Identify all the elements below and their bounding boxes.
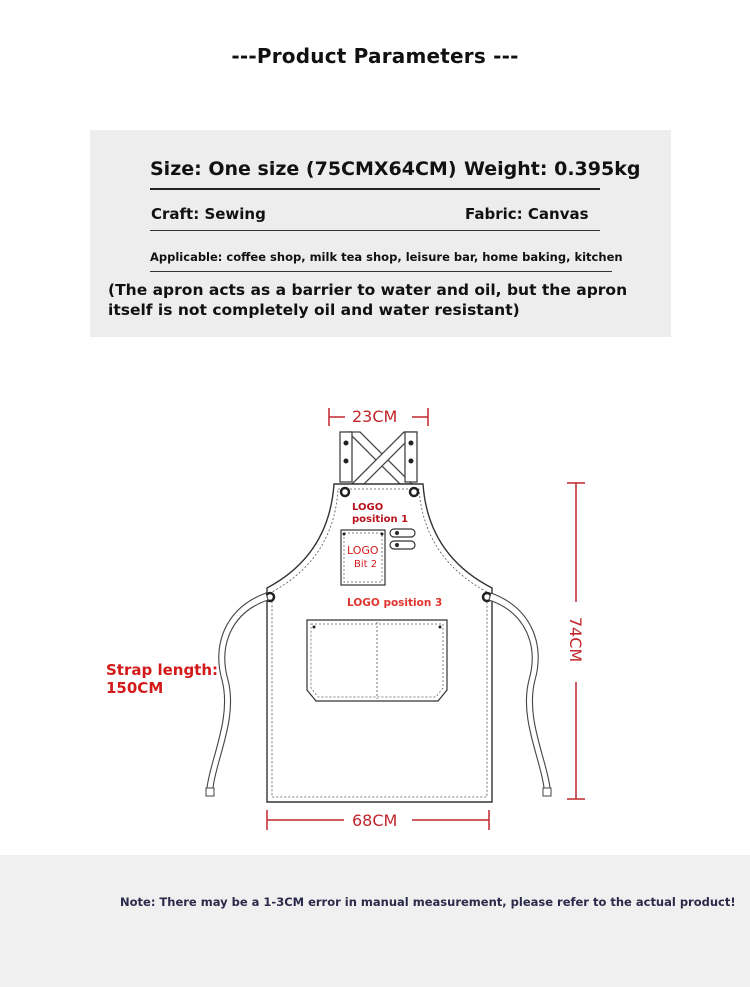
logo-position-1-line2: position 1 — [352, 514, 409, 525]
height-label: 74CM — [566, 616, 586, 663]
neck-straps — [340, 432, 417, 484]
bottom-width-label: 68CM — [352, 811, 398, 830]
front-pocket — [307, 620, 447, 701]
applicable-spec: Applicable: coffee shop, milk tea shop, leisure bar, home baking, kitchen — [150, 250, 623, 264]
logo-position-1-line1: LOGO — [352, 502, 384, 513]
divider — [150, 271, 612, 272]
measurement-note: Note: There may be a 1-3CM error in manual measurement, please refer to the actual product! — [120, 895, 736, 909]
resistance-note: (The apron acts as a barrier to water and oil, but the apron itself is not completely oil and water resistant) — [108, 281, 628, 319]
strap-length-value: 150CM — [106, 679, 164, 697]
right-waist-strap — [489, 593, 550, 788]
divider — [150, 188, 600, 190]
chest-pocket — [341, 530, 385, 585]
parameters-panel — [90, 130, 671, 337]
apron-diagram — [0, 340, 750, 850]
divider — [150, 230, 600, 231]
footer — [0, 855, 750, 987]
logo-bit-2-line1: LOGO — [347, 544, 379, 557]
logo-position-3-label: LOGO position 3 — [347, 597, 443, 609]
page-title: ---Product Parameters --- — [231, 44, 519, 68]
size-spec: Size: One size (75CMX64CM) — [150, 158, 457, 180]
left-waist-strap — [207, 593, 268, 788]
logo-bit-2-line2: Bit 2 — [354, 559, 378, 570]
weight-spec: Weight: 0.395kg — [464, 158, 641, 180]
strap-length-label: Strap length: — [106, 661, 219, 679]
top-width-label: 23CM — [352, 407, 398, 426]
craft-spec: Craft: Sewing — [151, 205, 266, 223]
fabric-spec: Fabric: Canvas — [465, 205, 589, 223]
